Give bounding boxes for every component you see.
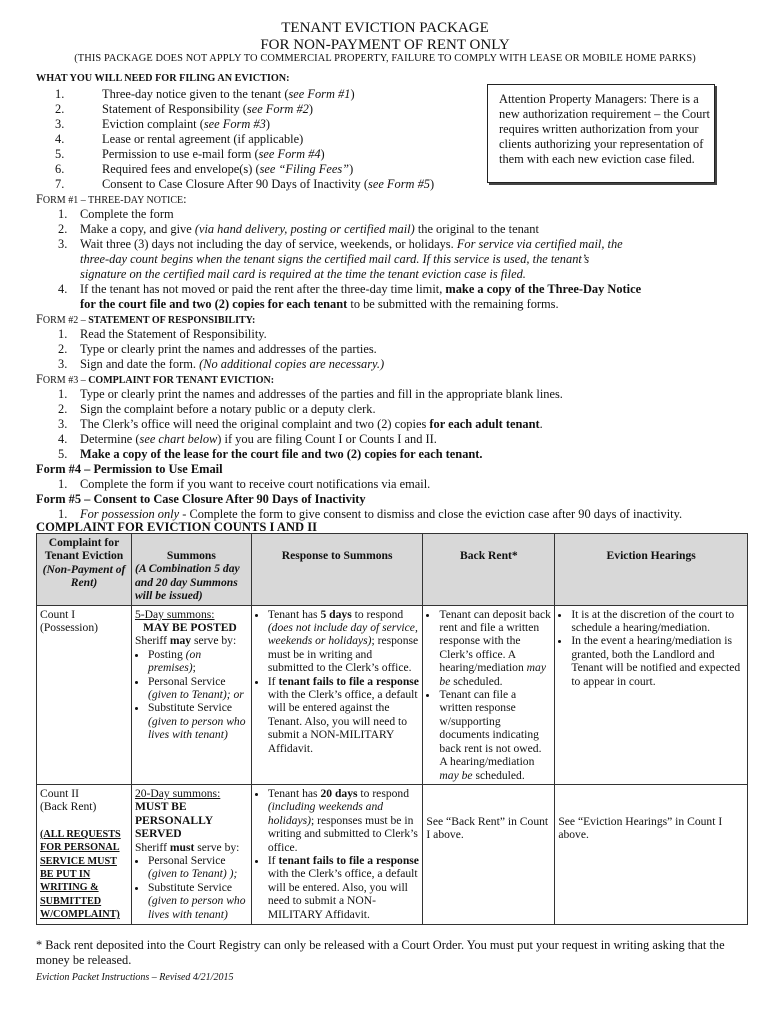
subtitle: (THIS PACKAGE DOES NOT APPLY TO COMMERCIAL PROPERTY, FAILURE TO COMPLY WITH LEASE OR MOBILE HOME PARKS) [74,53,696,64]
needs-heading: WHAT YOU WILL NEED FOR FILING AN EVICTION: [36,73,290,84]
list-item: • Tenant has 20 days to respond (including weekends and holidays); responses must be in writing and submitted to Clerk’s office. [268,787,420,854]
count2-label: Count II (Back Rent) (ALL REQUESTS FOR PERSONAL SERVICE MUST BE PUT IN WRITING & SUBMITTED W/COMPLAINT) [37,784,132,924]
count1-response [251,605,423,784]
count1-label: Count I (Possession) [37,605,132,784]
form3-step5: 5. Make a copy of the lease for the court file and two (2) copies for each tenant. [58,447,483,461]
attention-box: Attention Property Managers: There is a new authorization requirement – the Court requires written authorization from your clients authorizing your representation of them with each new eviction case filed. [487,84,715,183]
form4-step1: 1. Complete the form if you want to receive court notifications via email. [58,477,431,491]
form3-heading: FORM #3 – COMPLAINT FOR TENANT EVICTION: [36,372,275,386]
form4-heading: Form #4 – Permission to Use Email [36,462,223,476]
form3-step2: 2. Sign the complaint before a notary public or a deputy clerk. [58,402,376,416]
form1-step3-cont1: three-day count begins when the tenant signs the certified mail card. If this service is used, the tenant’s [80,252,590,266]
needs-item: 3. Eviction complaint (see Form #3) [55,117,270,131]
form5-step1: 1. For possession only - Complete the form to give consent to dismiss and close the eviction case after 90 days of inactivity. [58,507,683,521]
personal-service-note: (ALL REQUESTS FOR PERSONAL SERVICE MUST BE PUT IN WRITING & SUBMITTED W/COMPLAINT) [40,828,121,921]
list-item: • Tenant can deposit back rent and file a written response with the Clerk’s office. A hearing/mediation may be scheduled. [439,608,551,688]
col-summons-header: Summons (A Combination 5 day and 20 day Summons will be issued) [131,534,251,606]
counts-table [36,533,748,925]
table-heading: COMPLAINT FOR EVICTION COUNTS I AND II [36,520,318,534]
needs-item: 4. Lease or rental agreement (if applicable) [55,132,304,146]
form1-step1: 1. Complete the form [58,207,174,221]
col-backrent-header: Back Rent* [423,534,555,606]
form1-step3: 3. Wait three (3) days not including the day of service, weekends, or holidays. For service via certified mail, the [58,237,623,251]
revision-note: Eviction Packet Instructions – Revised 4/21/2015 [36,972,234,983]
list-item: • Tenant has 5 days to respond (does not include day of service, weekends or holidays); response must be in writing and submitted to the Clerk’s office. [268,608,420,675]
form1-step3-cont2: signature on the certified mail card is required at the time the tenant eviction case is filed. [80,267,526,281]
form2-step2: 2. Type or clearly print the names and addresses of the parties. [58,342,377,356]
needs-item: 2. Statement of Responsibility (see Form #2) [55,102,313,116]
count1-summons: 5-Day summons: MAY BE POSTED Sheriff may serve by: • Posting (on premises); • Personal Service (given to Tenant); or • Substitute Service (given to person who lives with tenant) [131,605,251,784]
form3-step3: 3. The Clerk’s office will need the original complaint and two (2) copies for each adult tenant. [58,417,543,431]
footnote: * Back rent deposited into the Court Registry can only be released with a Court Order. You must put your request in writing asking that the money be released. [36,938,725,967]
needs-list [55,87,475,195]
list-item: • Personal Service (given to Tenant) ); [148,854,248,881]
count2-summons: 20-Day summons: MUST BE PERSONALLY SERVED Sheriff must serve by: • Personal Service (given to Tenant) ); • Substitute Service (given to person who lives with tenant) [131,784,251,924]
list-item: • It is at the discretion of the court to schedule a hearing/mediation. [571,608,744,635]
form3-step4: 4. Determine (see chart below) if you are filing Count I or Counts I and II. [58,432,437,446]
col-complaint-header: Complaint for Tenant Eviction (Non-Payment of Rent) [37,534,132,606]
count1-backrent [423,605,555,784]
table-row-count2 [37,784,748,924]
col-hearings-header: Eviction Hearings [555,534,748,606]
needs-item: 1. Three-day notice given to the tenant (see Form #1) [55,87,355,101]
count2-response [251,784,423,924]
col-response-header: Response to Summons [251,534,423,606]
needs-item: 6. Required fees and envelope(s) (see “Filing Fees”) [55,162,354,176]
form1-step4: 4. If the tenant has not moved or paid the rent after the three-day time limit, make a copy of the Three-Day Notice [58,282,642,296]
count1-hearings [555,605,748,784]
table-row-count1 [37,605,748,784]
needs-item: 5. Permission to use e-mail form (see Form #4) [55,147,325,161]
form2-step1: 1. Read the Statement of Responsibility. [58,327,267,341]
form1-step2: 2. Make a copy, and give (via hand delivery, posting or certified mail) the original to the tenant [58,222,539,236]
form1-heading: FORM #1 – THREE-DAY NOTICE: [36,192,187,206]
form1-step4-cont: for the court file and two (2) copies for each tenant to be submitted with the remaining forms. [80,297,559,311]
form2-step3: 3. Sign and date the form. (No additional copies are necessary.) [58,357,385,371]
form5-heading: Form #5 – Consent to Case Closure After 90 Days of Inactivity [36,492,366,506]
form2-heading: FORM #2 – STATEMENT OF RESPONSIBILITY: [36,312,256,326]
list-item: • In the event a hearing/mediation is granted, both the Landlord and Tenant will be notified and expected to appear in court. [571,634,744,688]
table-header-row [37,534,748,606]
list-item: • Substitute Service (given to person who lives with tenant) [148,881,248,921]
count2-backrent: See “Back Rent” in Count I above. [423,784,555,924]
title-line-2: FOR NON-PAYMENT OF RENT ONLY [260,37,510,53]
count2-hearings: See “Eviction Hearings” in Count I above. [555,784,748,924]
list-item: • Substitute Service (given to person who lives with tenant) [148,701,248,741]
list-item: • Tenant can file a written response w/supporting documents indicating back rent is not owed. A hearing/mediation may be scheduled. [439,688,551,782]
list-item: • Personal Service (given to Tenant); or [148,675,248,702]
form3-step1: 1. Type or clearly print the names and addresses of the parties and fill in the appropriate blank lines. [58,387,563,401]
title-line-1: TENANT EVICTION PACKAGE [281,20,489,36]
needs-item: 7. Consent to Case Closure After 90 Days of Inactivity (see Form #5) [55,177,435,191]
list-item: • Posting (on premises); [148,648,248,675]
list-item: • If tenant fails to file a response with the Clerk’s office, a default will be entered against the Tenant. Also, you will need to submit a NON-MILITARY Affidavit. [268,675,420,755]
list-item: • If tenant fails to file a response with the Clerk’s office, a default will be entered. Also, you will need to submit a NON-MILITARY Affidavit. [268,854,420,921]
